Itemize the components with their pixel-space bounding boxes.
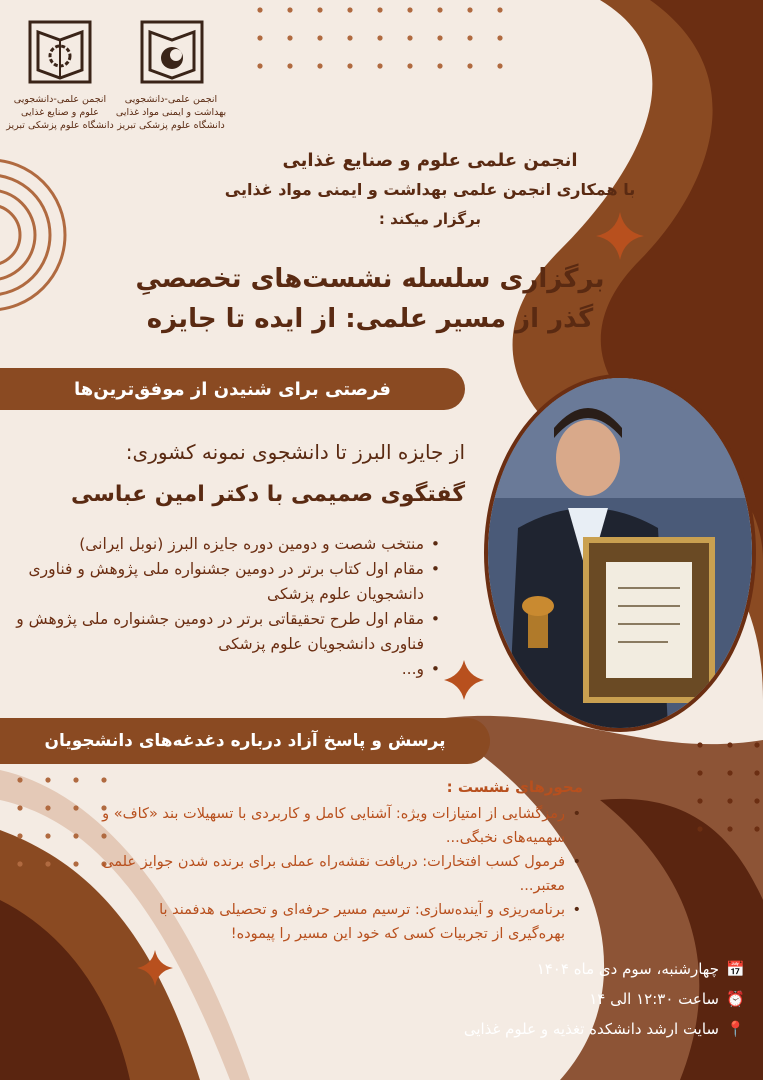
concentric-arcs xyxy=(0,160,65,310)
subtitle-line-1: از جایزه البرز تا دانشجوی نمونه کشوری: xyxy=(125,440,465,464)
header-line-2: با همکاری انجمن علمی بهداشت و ایمنی مواد غذایی xyxy=(224,180,636,199)
event-place: سایت ارشد دانشکده تغذیه و علوم غذایی xyxy=(463,1020,719,1038)
book-wheat-logo-icon xyxy=(138,18,206,86)
event-place-row xyxy=(464,1020,745,1038)
header-line-3: برگزار میکند : xyxy=(378,210,482,228)
highlight-banner-2: پرسش و پاسخ آزاد درباره دغدغه‌های دانشجویان xyxy=(0,718,490,764)
header-line-1: انجمن علمی علوم و صنایع غذایی xyxy=(282,150,578,171)
subtitle-line-2: گفتگوی صمیمی با دکتر امین عباسی xyxy=(70,482,465,507)
logo-caption-food-science: انجمن علمی-دانشجویی علوم و صنایع غذایی دانشگاه علوم پزشکی تبریز xyxy=(6,94,114,131)
achievements-list xyxy=(10,532,442,682)
logo-caption-safety: انجمن علمی-دانشجویی بهداشت و ایمنی مواد غذایی دانشگاه علوم پزشکی تبریز xyxy=(115,94,227,131)
book-gear-logo-icon xyxy=(26,18,94,86)
sparkle-star-2 xyxy=(444,660,484,700)
topic-item: • فرمول کسب افتخارات: دریافت نقشه‌راه عملی برای برنده شدن جوایز علمی معتبر... xyxy=(100,850,583,898)
topics-heading: محورهای نشست : xyxy=(446,778,583,796)
location-pin-icon: 📍 xyxy=(726,1020,745,1038)
logo-safety xyxy=(138,18,206,86)
event-date-row xyxy=(537,960,745,978)
achievement-item: • مقام اول طرح تحقیقاتی برتر در دومین جشنواره ملی پژوهش و فناوری دانشجویان علوم پزشکی xyxy=(10,607,442,657)
speaker-portrait-image xyxy=(488,378,752,728)
dot-grid-top xyxy=(257,7,502,68)
achievement-item: • مقام اول کتاب برتر در دومین جشنواره ملی پژوهش و فناوری دانشجویان علوم پزشکی xyxy=(10,557,442,607)
topics-list xyxy=(100,802,583,946)
achievement-item: • و... xyxy=(10,657,442,682)
calendar-icon: 📅 xyxy=(726,960,745,978)
title-line-2: گذر از مسیر علمی: از ایده تا جایزه xyxy=(146,304,594,334)
alarm-clock-icon: ⏰ xyxy=(726,990,745,1008)
highlight-banner-1: فرصتی برای شنیدن از موفق‌ترین‌ها xyxy=(0,368,465,410)
event-time-row xyxy=(589,990,745,1008)
achievement-item: • منتخب شصت و دومین دوره جایزه البرز (نوبل ایرانی) xyxy=(10,532,442,557)
topic-item: • برنامه‌ریزی و آینده‌سازی: ترسیم مسیر حرفه‌ای و تحصیلی هدفمند با بهره‌گیری از تجربیات کسی که خود این مسیر را پیموده! xyxy=(100,898,583,946)
event-time: ساعت ۱۲:۳۰ الی ۱۴ xyxy=(589,990,719,1008)
topic-item: • رمزگشایی از امتیازات ویژه: آشنایی کامل و کاربردی با تسهیلات بند «کاف» و سهمیه‌های نخبگی... xyxy=(100,802,583,850)
event-date: چهارشنبه، سوم دی ماه ۱۴۰۴ xyxy=(536,960,719,978)
speaker-photo xyxy=(484,374,756,732)
title-line-1: برگزاری سلسله نشست‌های تخصصیِ xyxy=(135,264,605,294)
logo-food-science xyxy=(26,18,94,86)
